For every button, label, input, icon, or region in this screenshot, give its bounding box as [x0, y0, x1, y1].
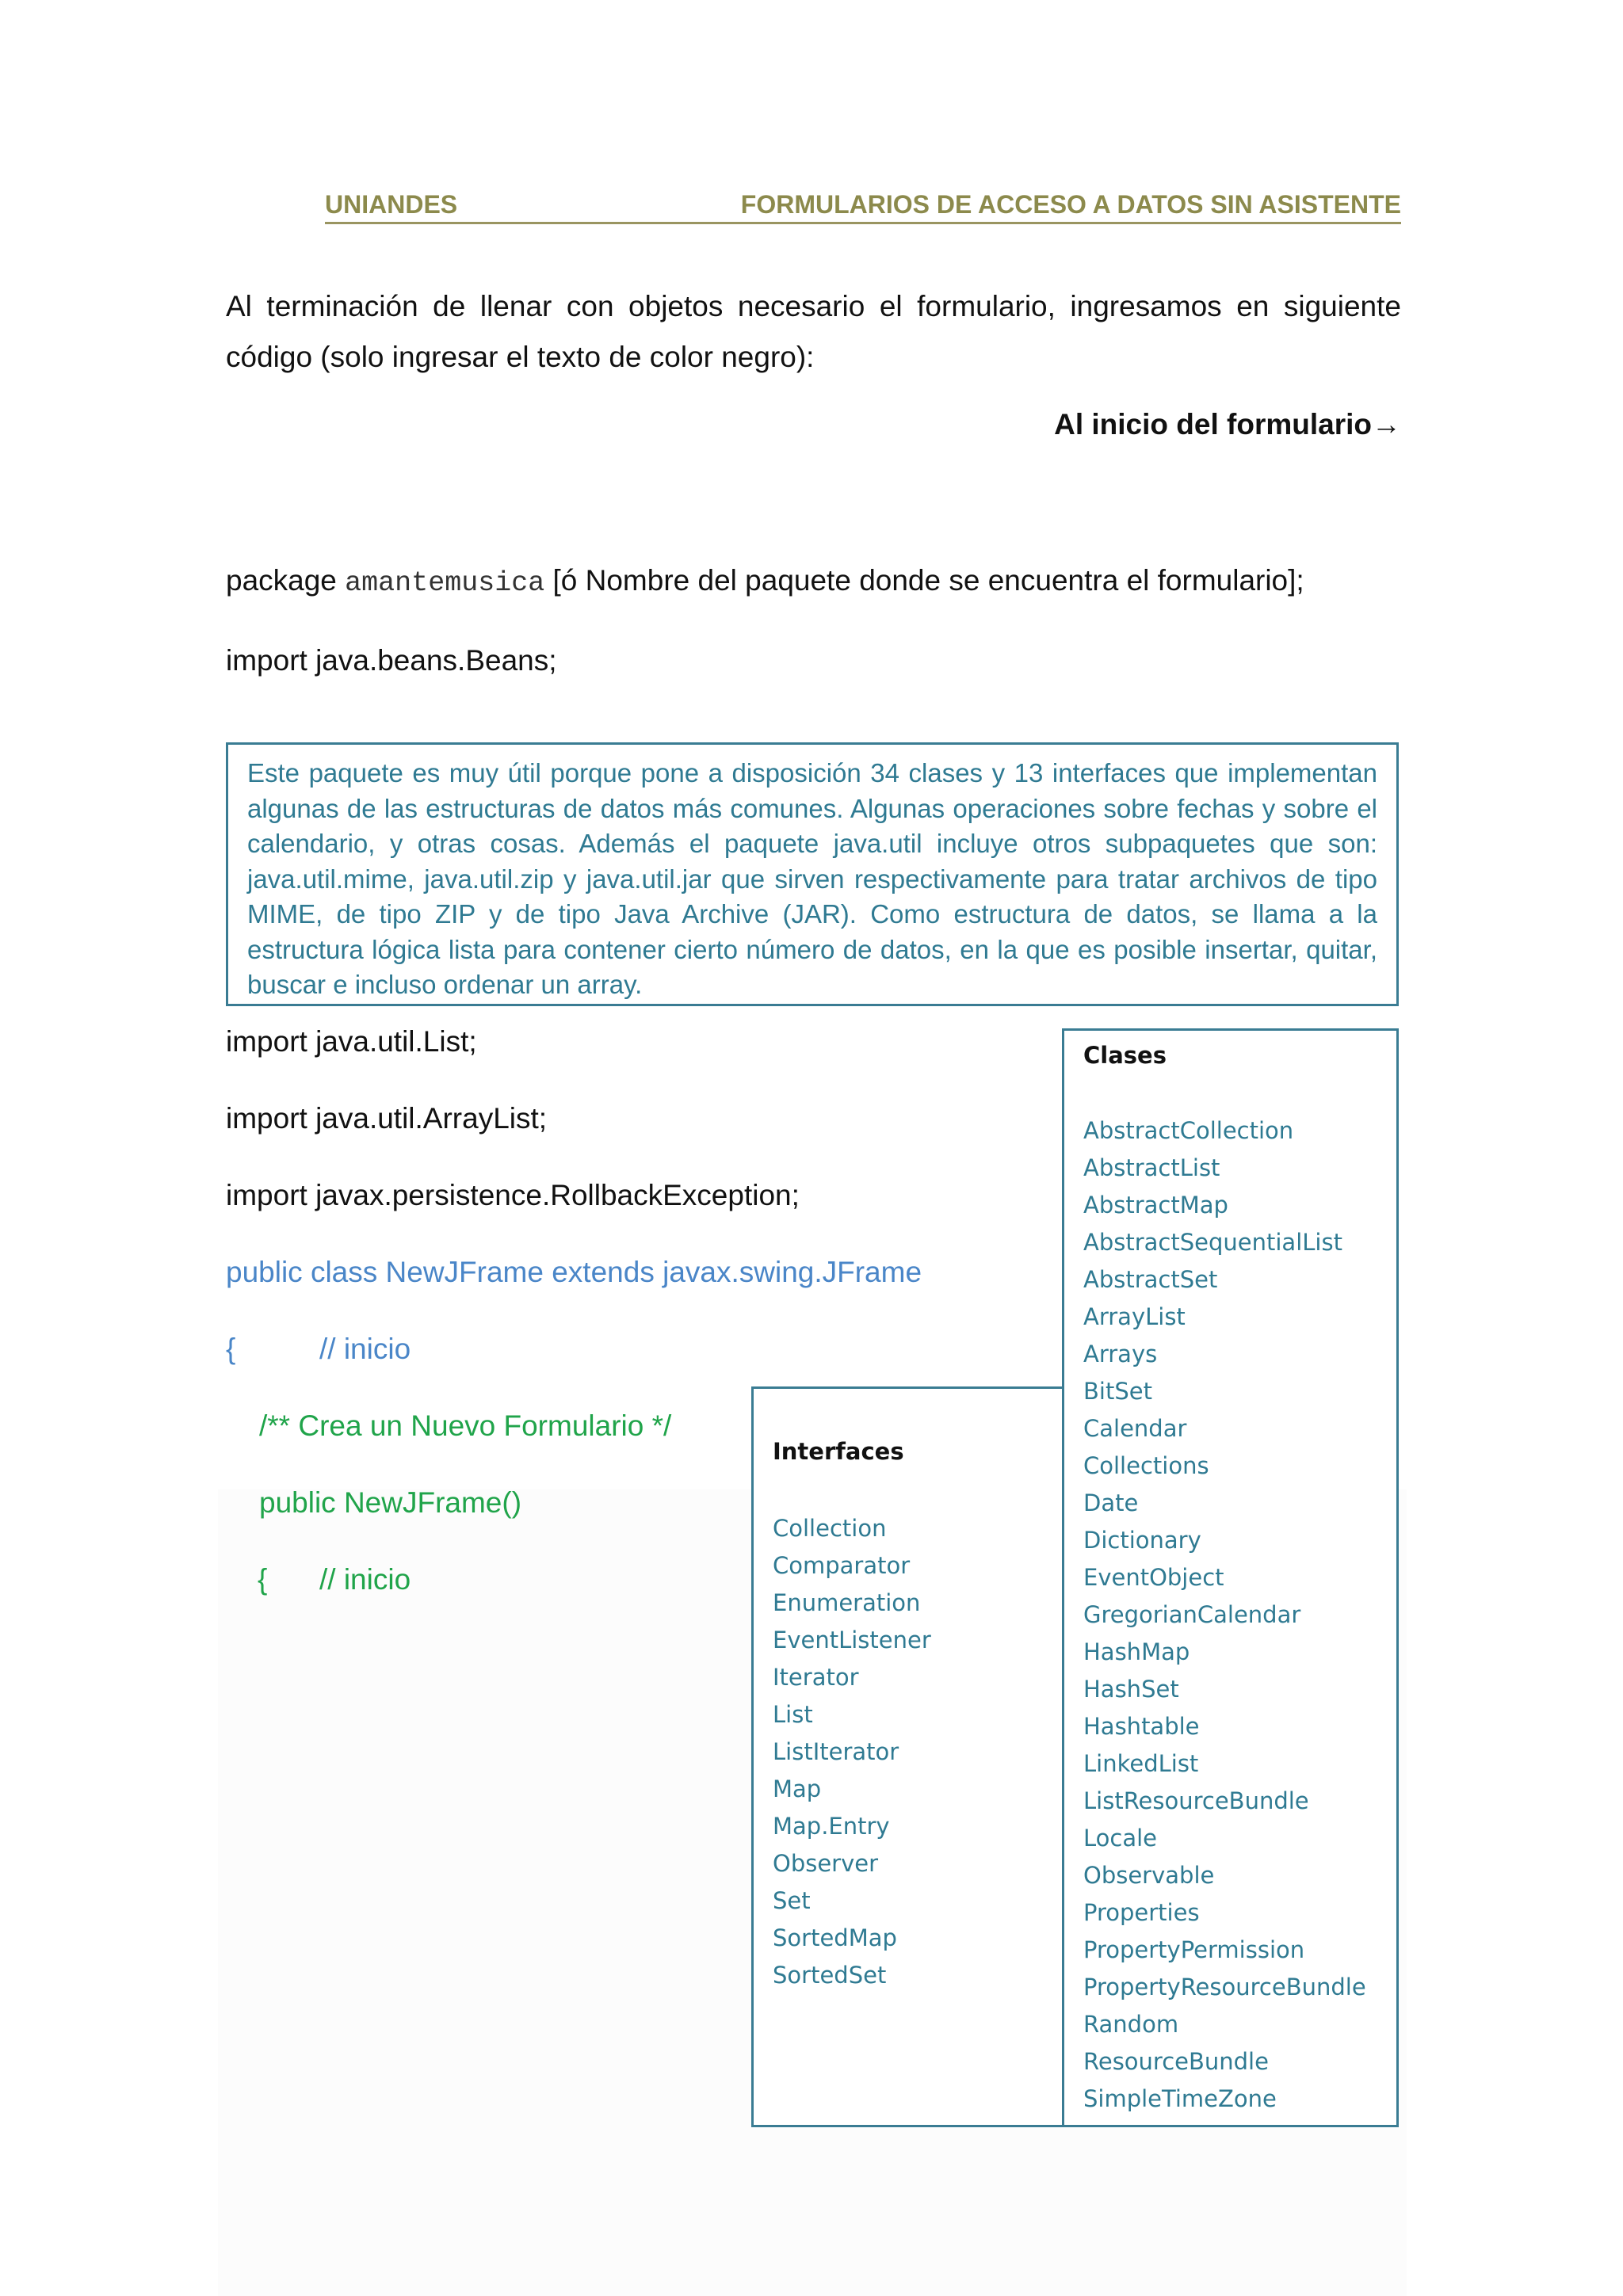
inicio-formulario-label: [1054, 408, 1401, 441]
package-comment: [ó Nombre del paquete donde se encuentra el formulario];: [552, 564, 1304, 597]
class-item: EventObject: [1083, 1564, 1224, 1591]
class-item: AbstractList: [1083, 1154, 1220, 1181]
interfaces-box: [751, 1386, 1062, 2127]
package-keyword: package: [226, 564, 337, 597]
clases-list: [1083, 1112, 1366, 2118]
package-line: [226, 564, 1304, 599]
class-item: Dictionary: [1083, 1527, 1201, 1554]
interface-item: ListIterator: [773, 1738, 899, 1765]
interfaces-list: [773, 1510, 931, 1994]
interface-item: List: [773, 1701, 813, 1728]
class-item: Random: [1083, 2011, 1179, 2038]
clases-box: [1062, 1028, 1399, 2127]
class-item: Collections: [1083, 1452, 1209, 1479]
import-beans-line: import java.beans.Beans;: [226, 644, 557, 677]
interface-item: Observer: [773, 1850, 879, 1877]
class-item: AbstractCollection: [1083, 1117, 1294, 1144]
interface-item: EventListener: [773, 1627, 931, 1653]
class-brace-line: [226, 1333, 411, 1366]
class-item: AbstractMap: [1083, 1192, 1228, 1219]
header-title: FORMULARIOS DE ACCESO A DATOS SIN ASISTENTE: [740, 190, 1401, 219]
constructor-brace-line: [258, 1563, 411, 1596]
class-item: Date: [1083, 1489, 1139, 1516]
class-item: HashSet: [1083, 1676, 1179, 1703]
interface-item: SortedMap: [773, 1924, 897, 1951]
class-item: BitSet: [1083, 1378, 1152, 1405]
class-item: Hashtable: [1083, 1713, 1200, 1740]
import-arraylist-line: import java.util.ArrayList;: [226, 1102, 548, 1135]
clases-title: Clases: [1083, 1042, 1167, 1069]
header-institution: UNIANDES: [325, 190, 458, 219]
class-item: PropertyPermission: [1083, 1936, 1305, 1963]
interface-item: Set: [773, 1887, 811, 1914]
class-item: HashMap: [1083, 1638, 1190, 1665]
class-item: Observable: [1083, 1862, 1215, 1889]
interface-item: Collection: [773, 1515, 887, 1542]
constructor-open-brace: {: [258, 1563, 268, 1596]
class-item: ResourceBundle: [1083, 2048, 1269, 2075]
class-item: ArrayList: [1083, 1303, 1186, 1330]
interface-item: Comparator: [773, 1552, 911, 1579]
page-header: [325, 190, 1401, 224]
arrow-right-icon: →: [1372, 408, 1401, 441]
interface-item: SortedSet: [773, 1962, 887, 1989]
inicio-formulario-text: Al inicio del formulario: [1054, 408, 1372, 441]
class-declaration-line: public class NewJFrame extends javax.swing.JFrame: [226, 1256, 922, 1288]
class-item: GregorianCalendar: [1083, 1601, 1301, 1628]
import-rollback-line: import javax.persistence.RollbackException;: [226, 1179, 800, 1211]
interface-item: Iterator: [773, 1664, 859, 1691]
class-item: Locale: [1083, 1825, 1158, 1852]
class-item: SimpleTimeZone: [1083, 2085, 1277, 2112]
import-list-line: import java.util.List;: [226, 1025, 477, 1058]
class-item: PropertyResourceBundle: [1083, 1974, 1366, 2000]
class-item: ListResourceBundle: [1083, 1787, 1309, 1814]
class-item: LinkedList: [1083, 1750, 1199, 1777]
constructor-line: public NewJFrame(): [259, 1486, 522, 1519]
javadoc-comment-line: /** Crea un Nuevo Formulario */: [259, 1409, 672, 1442]
class-item: Arrays: [1083, 1341, 1158, 1367]
class-item: AbstractSequentialList: [1083, 1229, 1342, 1256]
java-util-note-box: Este paquete es muy útil porque pone a disposición 34 clases y 13 interfaces que implementan algunas de las estructuras de datos más comunes. Algunas operaciones sobre fechas y sobre el calendario, y otras cosas. Además el paquete java.util incluye otros subpaquetes que son: java.util.mime, java.util.zip y java.util.jar que sirven respectivamente para tratar archivos de tipo MIME, de tipo ZIP y de tipo Java Archive (JAR). Como estructura de datos, se llama a la estructura lógica lista para contener cierto número de datos, en la que es posible insertar, quitar, buscar e incluso ordenar un array.: [226, 742, 1399, 1006]
constructor-inicio-comment: // inicio: [319, 1563, 411, 1596]
interfaces-title: Interfaces: [773, 1438, 904, 1465]
interface-item: Map.Entry: [773, 1813, 890, 1840]
class-item: AbstractSet: [1083, 1266, 1218, 1293]
class-inicio-comment: // inicio: [319, 1333, 411, 1365]
interface-item: Enumeration: [773, 1589, 921, 1616]
interface-item: Map: [773, 1775, 822, 1802]
package-name: amantemusica: [345, 567, 545, 599]
class-item: Calendar: [1083, 1415, 1187, 1442]
intro-paragraph: Al terminación de llenar con objetos necesario el formulario, ingresamos en siguiente código (solo ingresar el texto de color negro):: [226, 290, 1401, 373]
class-open-brace: {: [226, 1333, 236, 1365]
class-item: Properties: [1083, 1899, 1200, 1926]
